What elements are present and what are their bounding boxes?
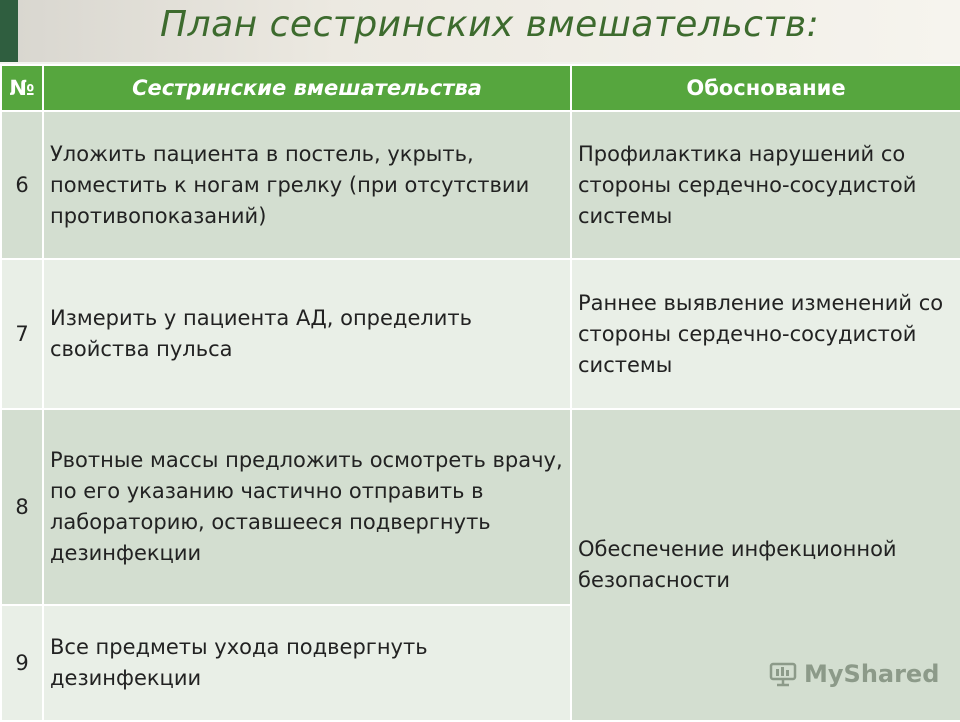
projector-screen-icon — [768, 661, 798, 687]
rationale-cell: Раннее выявление изменений со стороны сердечно-сосудистой системы — [571, 259, 960, 409]
accent-strip — [0, 0, 18, 62]
header-rationale: Обоснование — [571, 65, 960, 111]
myshared-watermark — [768, 656, 940, 692]
row-number: 6 — [1, 111, 43, 259]
table-row — [1, 259, 960, 409]
row-number: 8 — [1, 409, 43, 605]
table-header-row — [1, 65, 960, 111]
header-number: № — [1, 65, 43, 111]
rationale-cell: Обеспечение инфекционной безопасности — [571, 409, 960, 721]
watermark-text: MyShared — [804, 660, 940, 688]
slide-title: План сестринских вмешательств: — [160, 4, 820, 45]
table-row — [1, 111, 960, 259]
row-number: 7 — [1, 259, 43, 409]
intervention-cell: Измерить у пациента АД, определить свойства пульса — [43, 259, 571, 409]
rationale-cell: Профилактика нарушений со стороны сердечно-сосудистой системы — [571, 111, 960, 259]
intervention-cell: Рвотные массы предложить осмотреть врачу, по его указанию частично отправить в лабораторию, оставшееся подвергнуть дезинфекции — [43, 409, 571, 605]
intervention-cell: Уложить пациента в постель, укрыть, поместить к ногам грелку (при отсутствии противопоказаний) — [43, 111, 571, 259]
header-interventions: Сестринские вмешательства — [43, 65, 571, 111]
row-number: 9 — [1, 605, 43, 721]
nursing-plan-table — [0, 64, 960, 722]
table-row — [1, 409, 960, 605]
intervention-cell: Все предметы ухода подвергнуть дезинфекции — [43, 605, 571, 721]
